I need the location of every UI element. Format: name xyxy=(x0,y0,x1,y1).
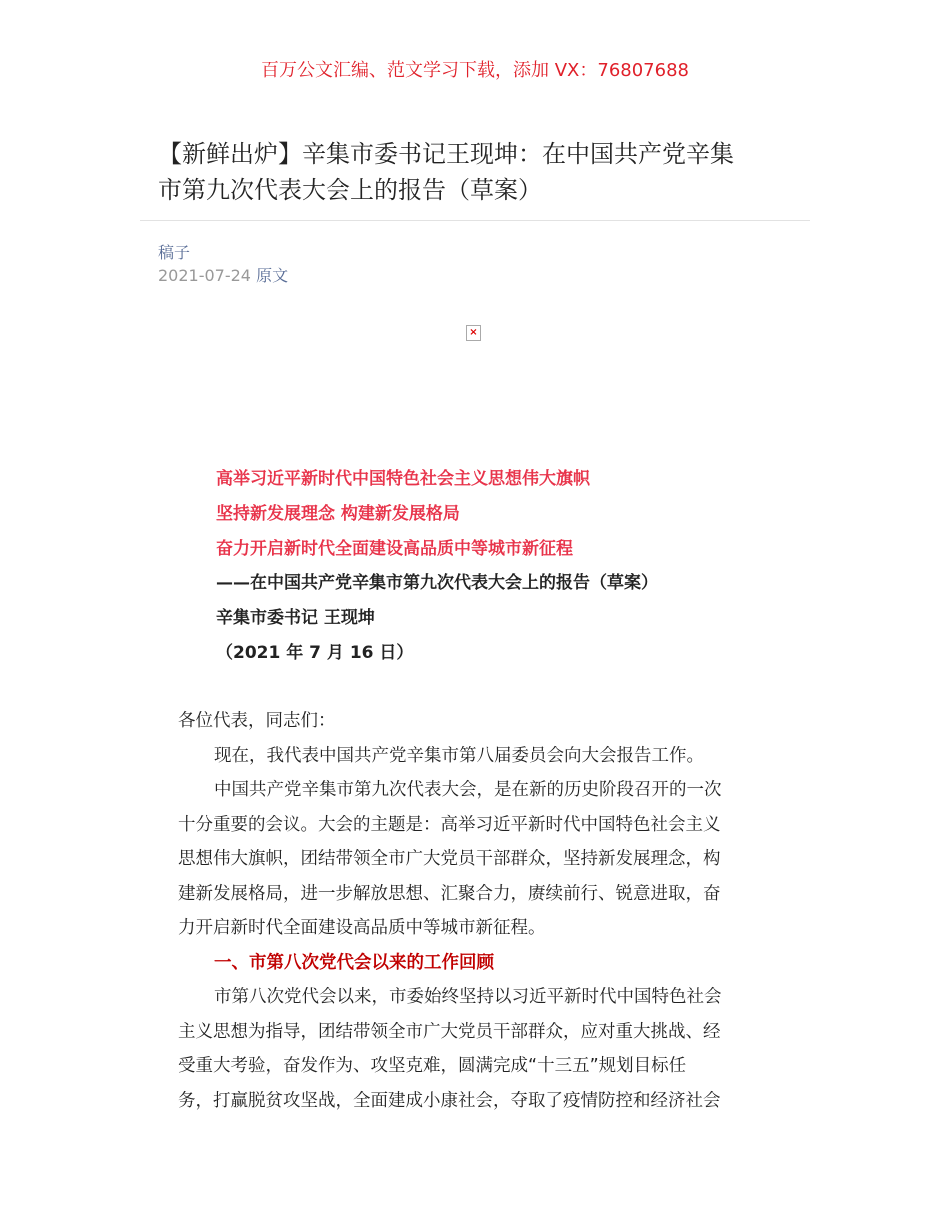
paragraph-line: 主义思想为指导，团结带领全市广大党员干部群众，应对重大挑战、经 xyxy=(178,1021,721,1042)
article-body xyxy=(178,704,778,1118)
article-meta xyxy=(158,263,288,286)
publish-date: 2021-07-24 xyxy=(158,266,251,285)
section-heading: 一、市第八次党代会以来的工作回顾 xyxy=(214,952,494,973)
paragraph-line: 务，打赢脱贫攻坚战，全面建成小康社会，夺取了疫情防控和经济社会 xyxy=(178,1090,721,1111)
report-date: （2021 年 7 月 16 日） xyxy=(216,643,414,663)
heading-red-2: 坚持新发展理念 构建新发展格局 xyxy=(216,504,460,524)
promo-banner: 百万公文汇编、范文学习下载，添加 VX：76807688 xyxy=(261,60,689,81)
heading-red-1: 高举习近平新时代中国特色社会主义思想伟大旗帜 xyxy=(216,469,590,489)
paragraph-line: 建新发展格局，进一步解放思想、汇聚合力，赓续前行、锐意进取，奋 xyxy=(178,883,721,904)
paragraph-line: 十分重要的会议。大会的主题是：高举习近平新时代中国特色社会主义 xyxy=(178,814,721,835)
title-line: 市第九次代表大会上的报告（草案） xyxy=(158,176,542,204)
byline: 辛集市委书记 王现坤 xyxy=(216,608,375,628)
paragraph-line: 市第八次党代会以来，市委始终坚持以习近平新时代中国特色社会 xyxy=(214,987,722,1007)
paragraph-line: 受重大考验，奋发作为、攻坚克难，圆满完成“十三五”规划目标任 xyxy=(178,1056,687,1076)
paragraph-line: 思想伟大旗帜，团结带领全市广大党员干部群众，坚持新发展理念，构 xyxy=(178,849,721,869)
paragraph-line: 力开启新时代全面建设高品质中等城市新征程。 xyxy=(178,918,546,938)
article-title xyxy=(158,136,798,208)
author-link[interactable]: 稿子 xyxy=(158,243,191,262)
paragraph-line: 中国共产党辛集市第九次代表大会，是在新的历史阶段召开的一次 xyxy=(214,780,722,800)
broken-image-icon: × xyxy=(466,325,481,341)
salutation: 各位代表，同志们： xyxy=(178,711,336,731)
divider xyxy=(140,220,810,221)
heading-red-3: 奋力开启新时代全面建设高品质中等城市新征程 xyxy=(216,539,573,559)
paragraph: 现在，我代表中国共产党辛集市第八届委员会向大会报告工作。 xyxy=(214,745,704,766)
report-subtitle: ——在中国共产党辛集市第九次代表大会上的报告（草案） xyxy=(216,573,658,593)
title-line: 【新鲜出炉】辛集市委书记王现坤：在中国共产党辛集 xyxy=(158,140,734,168)
source-link[interactable]: 原文 xyxy=(256,266,289,285)
